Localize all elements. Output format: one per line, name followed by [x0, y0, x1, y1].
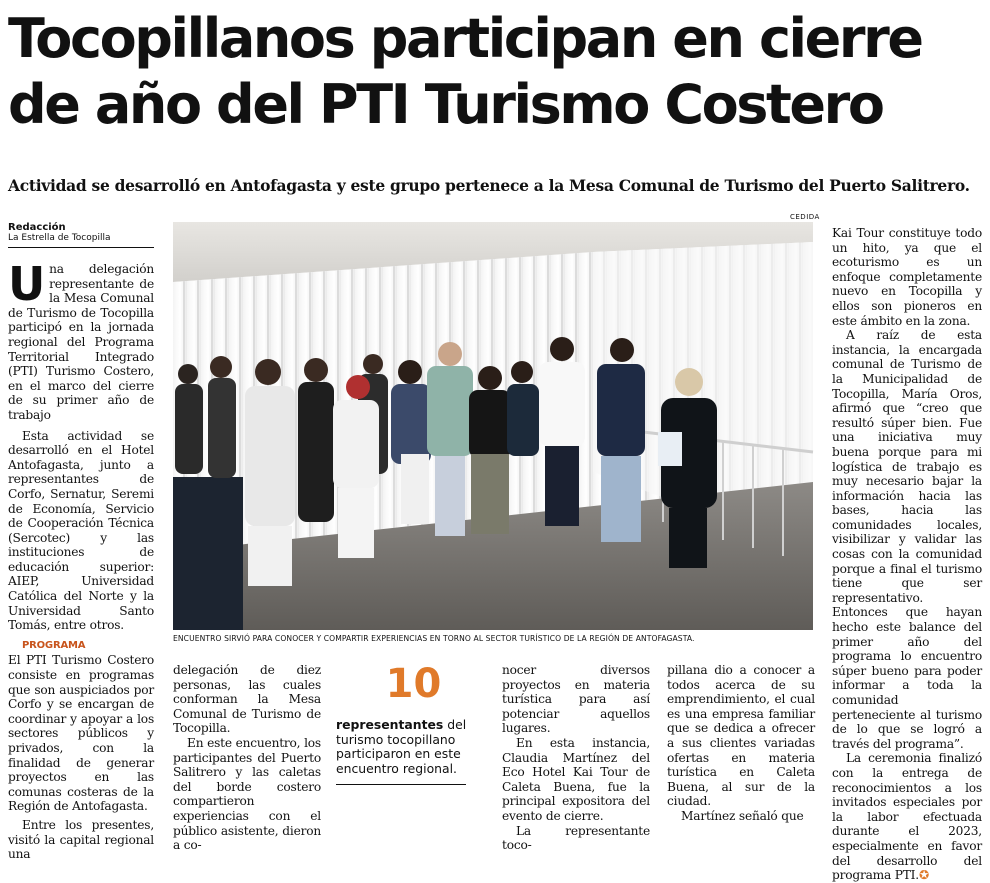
- article-paragraph: pillana dio a conocer a todos acerca de su emprendimiento, el cual es una empresa familiar que se dedica a ofrecer a sus clientes variadas ofertas en materia turística en Caleta Buena, al sur de la ciudad.: [667, 663, 815, 809]
- article-paragraph: Esta actividad se desarrolló en el Hotel Antofagasta, junto a representantes de Corfo, Sernatur, Seremi de Economía, Servicio de Cooperación Técnica (Sercotec) y las instituciones de educación superior: AIEP, Universidad Católica del Norte y la Universidad Santo Tomás, entre otros.: [8, 428, 154, 633]
- article-paragraph: Una delegación representante de la Mesa Comunal de Turismo de Tocopilla participó en la jornada regional del Programa Territorial Integrado (PTI) Turismo Costero, en el marco del cierre de su primer año de trabajo: [8, 257, 154, 422]
- article-column-3: [502, 663, 650, 853]
- article-paragraph: delegación de diez personas, las cuales conforman la Mesa Comunal de Turismo de Tocopilla.: [173, 663, 321, 736]
- subhead: Actividad se desarrolló en Antofagasta y este grupo pertenece a la Mesa Comunal de Turismo del Puerto Salitrero.: [8, 176, 970, 195]
- article-paragraph: Martínez señaló que: [681, 808, 804, 823]
- article-paragraph: A raíz de esta instancia, la encargada comunal de Turismo de la Municipalidad de Tocopilla, María Oros, afirmó que “creo que resultó súper bien. Fue una iniciativa muy buena porque para mi logística de trabajo es muy necesario bajar la información hacia las bases, hacia las comunidades locales, visibilizar y validar las cosas con la comunidad porque a final el turismo tiene que ser representativo. Entonces que hayan hecho este balance del primer año del programa lo encuentro súper bueno para poder informar a toda la comunidad perteneciente al turismo de lo que se logró a través del programa”.: [832, 328, 982, 751]
- section-label: PROGRAMA: [22, 639, 86, 651]
- article-column-5: [832, 226, 982, 883]
- byline: [8, 222, 154, 248]
- article-column-4: [667, 663, 815, 824]
- pull-quote-number: 10: [385, 661, 442, 707]
- article-column-1: [8, 257, 154, 862]
- drop-cap: U: [8, 257, 46, 311]
- byline-org: La Estrella de Tocopilla: [8, 233, 111, 243]
- article-paragraph: En este encuentro, los participantes del Puerto Salitrero y las caletas del borde costero compartieron experiencias con el público asistente, dieron a co-: [173, 735, 321, 853]
- group-photo-image: [173, 222, 813, 630]
- byline-author: Redacción: [8, 222, 66, 233]
- pull-quote: [336, 660, 491, 785]
- article-paragraph: En esta instancia, Claudia Martínez del Eco Hotel Kai Tour de Caleta Buena, fue la principal expositora del evento de cierre.: [502, 735, 650, 823]
- article-paragraph: La ceremonia finalizó con la entrega de reconocimientos a los invitados especiales por la labor efectuada durante el 2023, especialmente en favor del desarrollo del programa PTI.✪: [832, 751, 982, 883]
- article-paragraph: El PTI Turismo Costero consiste en programas que son auspiciados por Corfo y se encargan de coordinar y apoyar a los sectores públicos y privados, con la finalidad de generar proyectos en las comunas costeras de la Región de Antofagasta.: [8, 653, 154, 814]
- photo-caption: ENCUENTRO SIRVIÓ PARA CONOCER Y COMPARTIR EXPERIENCIAS EN TORNO AL SECTOR TURÍSTICO DE LA REGIÓN DE ANTOFAGASTA.: [173, 634, 695, 643]
- headline: Tocopillanos participan en cierre de año del PTI Turismo Costero: [8, 7, 922, 136]
- pull-quote-text: representantes del turismo tocopillano participaron en este encuentro regional.: [336, 717, 467, 776]
- end-mark-icon: ✪: [918, 868, 929, 883]
- article-paragraph: Entre los presentes, visitó la capital regional una: [8, 817, 154, 862]
- article-paragraph: Kai Tour constituye todo un hito, ya que el ecoturismo es un enfoque completamente nuevo en Tocopilla y ellos son pioneros en este ámbito en la zona.: [832, 226, 982, 328]
- pull-quote-rule: [336, 784, 466, 785]
- photo-credit: CEDIDA: [790, 213, 820, 221]
- article-column-2: [173, 663, 321, 853]
- article-paragraph: nocer diversos proyectos en materia turística para así potenciar aquellos lugares.: [502, 663, 650, 736]
- article-photo: [173, 222, 813, 630]
- article-paragraph: La representante toco-: [502, 823, 650, 853]
